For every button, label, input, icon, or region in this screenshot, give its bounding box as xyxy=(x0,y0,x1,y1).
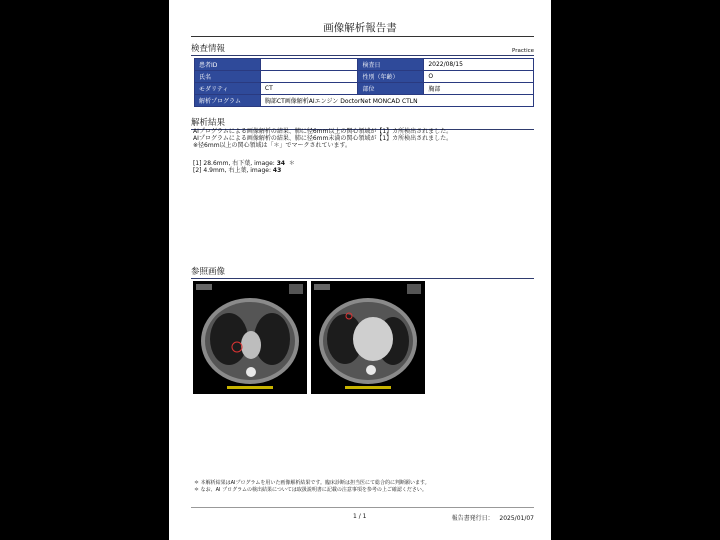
body-part-value: 胸部 xyxy=(424,83,534,95)
program-label: 解析プログラム xyxy=(195,95,261,107)
results-heading: 解析結果 xyxy=(191,118,226,128)
result-line: AIプログラムによる画像解析の結果、肺に径6mm以上の関心領域が【1】カ所検出されました。 xyxy=(193,128,453,135)
result-line: ※径6mm以上の関心領域は「＊」でマークされています。 xyxy=(193,142,352,150)
table-row xyxy=(195,59,534,71)
exam-info-table xyxy=(194,58,534,107)
patient-id-value xyxy=(260,59,358,71)
body-part-label: 部位 xyxy=(358,83,424,95)
ct-image-2 xyxy=(311,281,425,394)
modality-label: モダリティ xyxy=(195,83,261,95)
footnote: ＊ 本解析結果はAIプログラムを用いた画像解析結果です。臨床診断は担当医にて総合的に判断願います。 xyxy=(194,480,430,486)
modality-value: CT xyxy=(260,83,358,95)
finding-image-number: 34 xyxy=(276,160,286,167)
name-label: 氏名 xyxy=(195,71,261,83)
table-row xyxy=(195,95,534,107)
exam-info-heading: 検査情報 xyxy=(191,44,226,54)
name-value xyxy=(260,71,358,83)
exam-date-label: 検査日 xyxy=(358,59,424,71)
table-row xyxy=(195,83,534,95)
issue-date-label: 報告書発行日： xyxy=(451,515,494,522)
images-section xyxy=(191,265,534,279)
report-page xyxy=(169,0,551,540)
report-title: 画像解析報告書 xyxy=(323,22,397,34)
finding-text: [1] 28.6mm, 右下葉, image: xyxy=(193,160,277,167)
exam-date-value: 2022/08/15 xyxy=(424,59,534,71)
images-heading: 参照画像 xyxy=(191,267,226,277)
program-value: 胸部CT画像解析AIエンジン DoctorNet MONCAD CTLN xyxy=(260,95,533,107)
title-divider xyxy=(191,36,534,37)
finding-mark: ＊ xyxy=(288,160,295,167)
result-line: AIプログラムによる画像解析の結果、肺に径6mm未満の関心領域が【1】カ所検出されました。 xyxy=(193,135,453,143)
table-row xyxy=(195,71,534,83)
findings-list xyxy=(193,160,295,174)
result-text xyxy=(193,128,452,150)
footnotes xyxy=(194,480,430,494)
page-number: 1 / 1 xyxy=(353,513,367,520)
sex-age-label: 性別（年齢） xyxy=(358,71,424,83)
finding-image-number: 43 xyxy=(272,167,282,175)
footer-divider xyxy=(191,507,534,508)
finding-text: [2] 4.9mm, 右上葉, image: xyxy=(193,167,273,175)
practice-label: Practice xyxy=(512,48,534,54)
patient-id-label: 患者ID xyxy=(195,59,261,71)
issue-date-value: 2025/01/07 xyxy=(499,515,534,522)
ct-image-1 xyxy=(193,281,307,394)
issue-date xyxy=(452,513,534,522)
list-item xyxy=(193,167,295,174)
footnote: ＊ なお、AI プログラムの検出結果については取扱説明書に記載の注意事項を参考の上ご確認ください。 xyxy=(194,487,427,493)
sex-age-value: O xyxy=(424,71,534,83)
reference-images xyxy=(193,281,429,394)
exam-info-section xyxy=(191,42,534,56)
